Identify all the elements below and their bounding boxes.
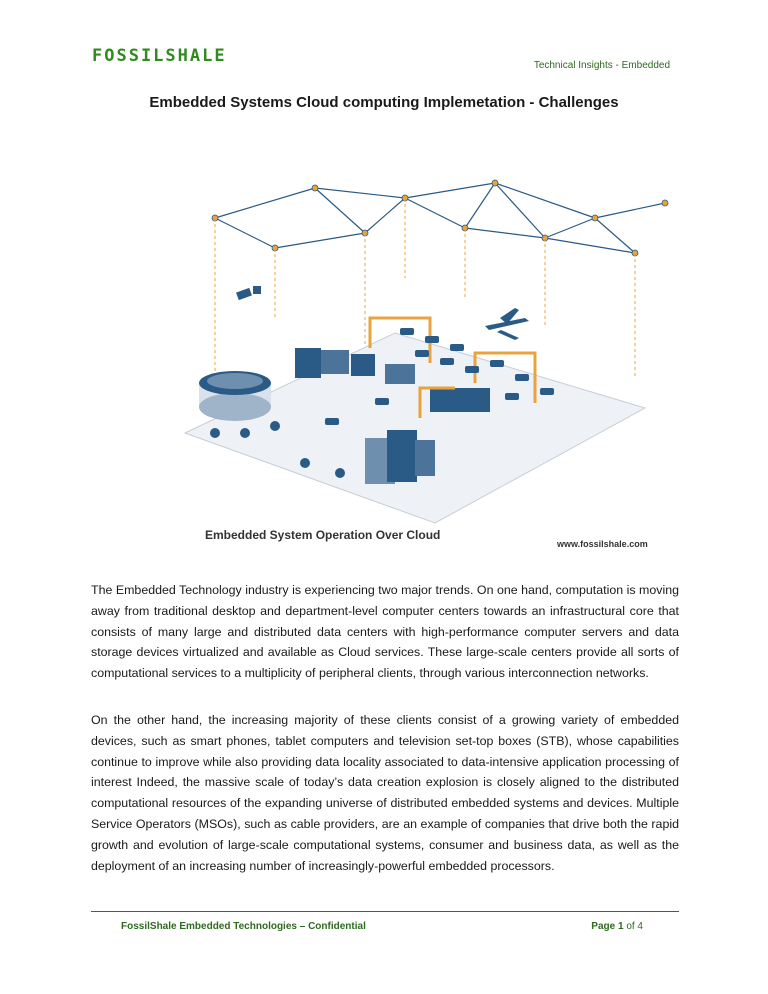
company-logo: FOSSILSHALE: [92, 46, 227, 66]
figure-url: www.fossilshale.com: [557, 539, 648, 549]
cloud-network-graphic: [175, 178, 685, 558]
ground-plane: [185, 333, 645, 523]
cloud-illustration: [175, 178, 685, 558]
header-section-label: Technical Insights - Embedded: [533, 60, 670, 71]
footer-confidential: FossilShale Embedded Technologies – Confidential: [121, 921, 366, 932]
network-nodes: [212, 180, 668, 256]
paragraph-1: The Embedded Technology industry is experiencing two major trends. On one hand, computation is moving away from traditional desktop and department-level computer centers towards an infrastructural core that consists of many large and distributed data centers with high-performance computer servers and data storage devices virtualized and available as Cloud services. These large-scale centers provide all sorts of computational services to a multiplicity of peripheral clients, through various interconnection networks.: [91, 583, 679, 681]
page-number: 1: [617, 921, 624, 932]
figure-caption: Embedded System Operation Over Cloud: [205, 528, 441, 542]
paragraph-2: On the other hand, the increasing majority of these clients consist of a growing variety of embedded devices, such as smart phones, tablet computers and television set-top boxes (STB), whose capabilities continue to improve while also providing data locality associated to data-intensive application processing of interest Indeed, the massive scale of today’s data creation explosion is closely aligned to the distributed computational resources of the expanding universe of distributed embedded systems and devices. Multiple Service Operators (MSOs), such as cable providers, are an example of companies that drive both the rapid growth and evolution of large-scale computational systems, consumer and business data, as well as the deployment of an increasing number of increasingly-powerful embedded processors.: [91, 713, 679, 873]
document-title: Embedded Systems Cloud computing Implemetation - Challenges: [149, 94, 619, 111]
page-word: Page: [591, 921, 616, 932]
footer-divider: [91, 911, 679, 912]
page-total: of 4: [626, 921, 643, 932]
airplane-icon: [485, 308, 529, 340]
stadium-building: [199, 371, 271, 421]
page-indicator: [591, 921, 643, 932]
satellite-icon: [236, 286, 261, 300]
